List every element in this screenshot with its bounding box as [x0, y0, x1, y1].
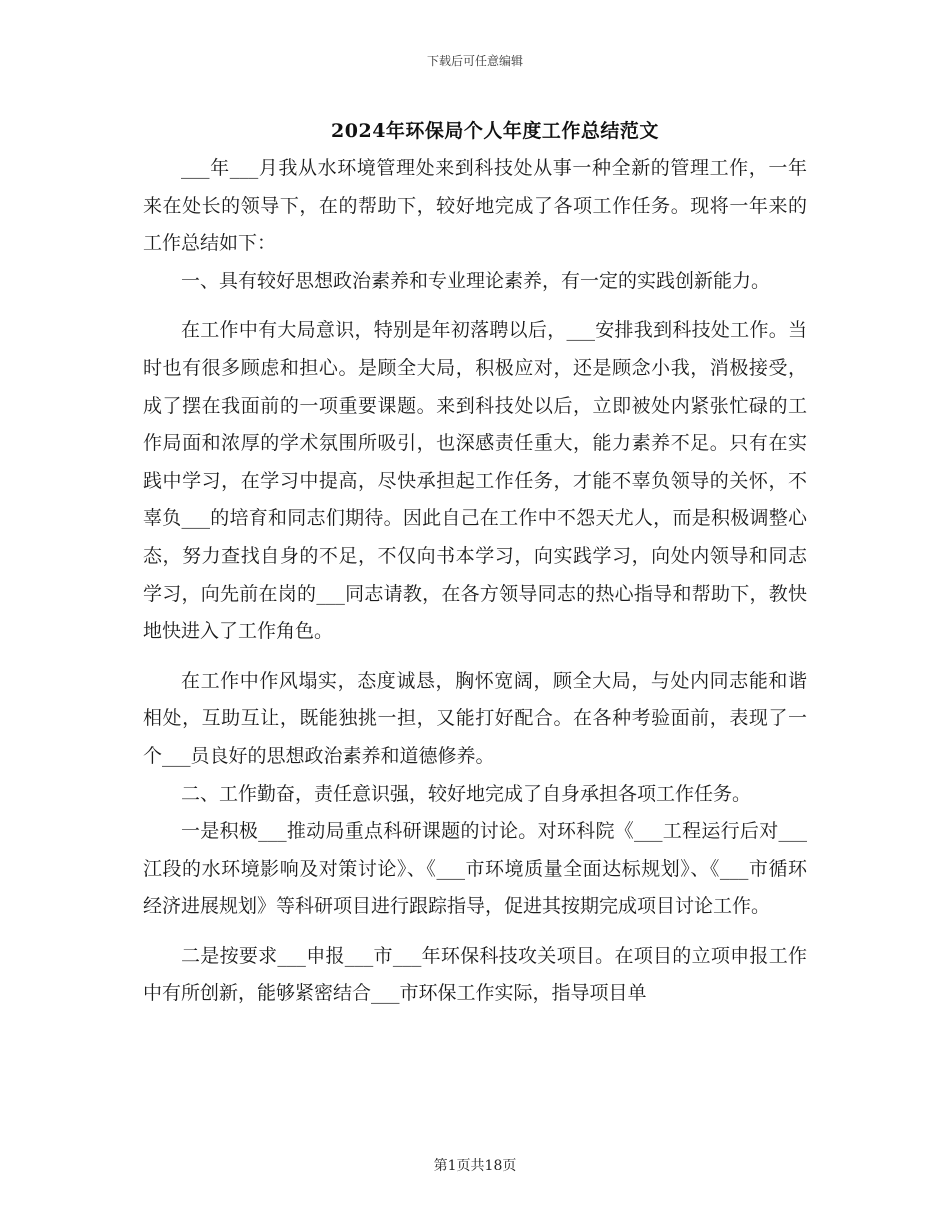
header-note: 下载后可任意编辑 — [426, 54, 523, 68]
paragraph-overall-awareness: 在工作中有大局意识，特别是年初落聘以后，___安排我到科技处工作。当时也有很多顾虑和担心。是顾全大局，积极应对，还是顾念小我，消极接受，成了摆在我面前的一项重要课题。来到科技处以后，立即被处内紧张忙碌的工作局面和浓厚的学术氛围所吸引，也深感责任重大，能力素养不足。只有在实践中学习，在学习中提高，尽快承担起工作任务，才能不辜负领导的关怀，不辜负___的培育和同志们期待。因此自己在工作中不怨天尤人，而是积极调整心态，努力查找自身的不足，不仅向书本学习，向实践学习，向处内领导和同志学习，向先前在岗的___同志请教，在各方领导同志的热心指导和帮助下，教快地快进入了工作角色。 — [143, 319, 807, 643]
paragraph-heading-1: 一、具有较好思想政治素养和专业理论素养，有一定的实践创新能力。 — [181, 269, 771, 292]
paragraph-intro: ___年___月我从水环境管理处来到科技处从事一种全新的管理工作，一年来在处长的领导下，在的帮助下，较好地完成了各项工作任务。现将一年来的工作总结如下： — [143, 157, 807, 255]
paragraph-project-application: 二是按要求___申报___市___年环保科技攻关项目。在项目的立项申报工作中有所创新，能够紧密结合___市环保工作实际，指导项目单 — [143, 944, 807, 1005]
page-number: 第1页共18页 — [433, 1158, 517, 1174]
document-body — [143, 150, 807, 1013]
paragraph-heading-2: 二、工作勤奋，责任意识强，较好地完成了自身承担各项工作任务。 — [181, 782, 752, 805]
document-title: 2024年环保局个人年度工作总结范文 — [331, 120, 659, 142]
paragraph-work-style: 在工作中作风塌实，态度诚恳，胸怀宽阔，顾全大局，与处内同志能和谐相处，互助互让，既能独挑一担，又能打好配合。在各种考验面前，表现了一个___员良好的思想政治素养和道德修养。 — [143, 669, 807, 767]
paragraph-research-projects: 一是积极___推动局重点科研课题的讨论。对环科院《___工程运行后对___江段的水环境影响及对策讨论》、《___市环境质量全面达标规划》、《___市循环经济进展规划》等科研项目进行跟踪指导，促进其按期完成项目讨论工作。 — [143, 820, 807, 918]
